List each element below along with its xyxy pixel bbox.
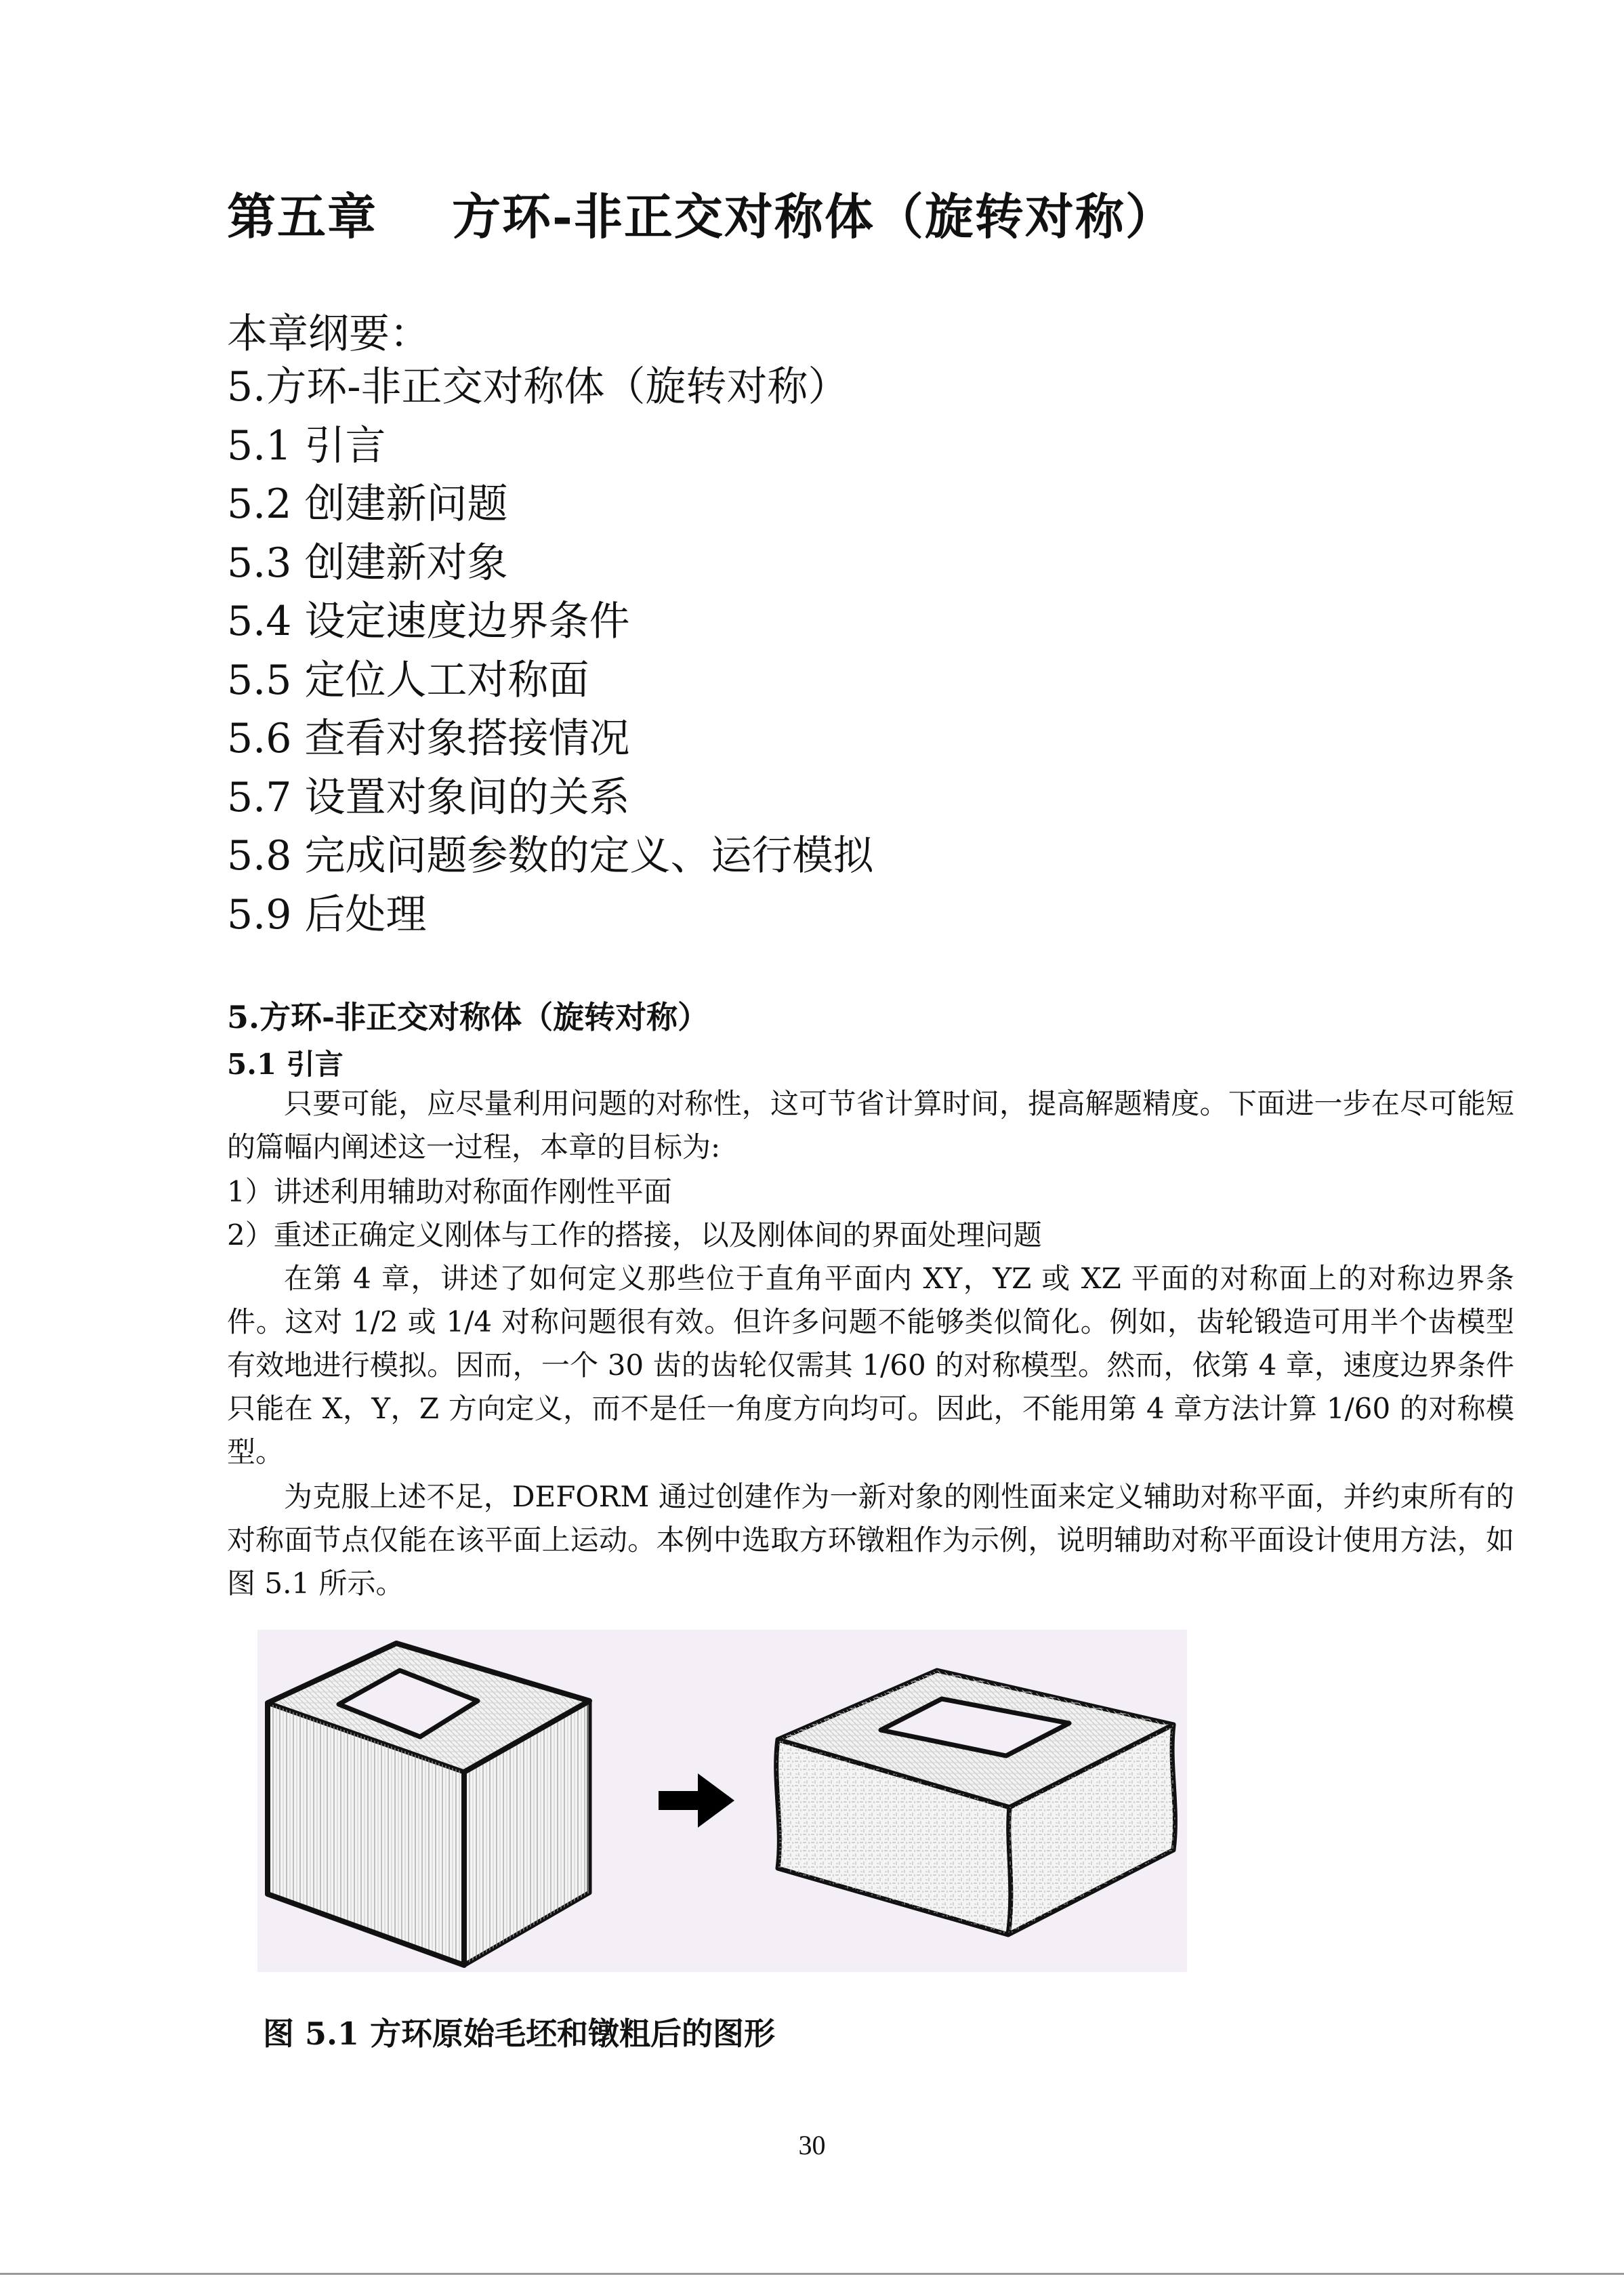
toc-item: 5.2 创建新问题 <box>227 480 508 528</box>
toc-item: 5.1 引言 <box>227 421 386 470</box>
toc-item: 5.5 定位人工对称面 <box>227 656 589 704</box>
toc-item: 5.9 后处理 <box>227 890 427 939</box>
toc-item: 5.8 完成问题参数的定义、运行模拟 <box>227 832 874 880</box>
symmetry-paragraph: 在第 4 章，讲述了如何定义那些位于直角平面内 XY，YZ 或 XZ 平面的对称面上的对称边界条件。这对 1/2 或 1/4 对称问题很有效。但许多问题不能够类似简化。例如，齿轮锻造可用半个齿模型有效地进行模拟。因而，一个 30 齿的齿轮仅需其 1/60 的对称模型。然而，依第 4 章，速度边界条件只能在 X，Y，Z 方向定义，而不是任一角度方向均可。因此，不能用第 4 章方法计算 1/60 的对称模型。 <box>227 1262 1514 1468</box>
toc-item: 5.方环-非正交对称体（旋转对称） <box>227 363 849 411</box>
table-of-contents <box>227 358 874 944</box>
chapter-title <box>227 178 1175 248</box>
upset-square-ring-icon <box>776 1670 1175 1935</box>
square-ring-billet-icon <box>268 1643 589 1965</box>
toc-item: 5.3 创建新对象 <box>227 539 508 587</box>
toc-item: 5.7 设置对象间的关系 <box>227 773 630 821</box>
page-number: 30 <box>798 2130 826 2160</box>
objective-item-1: 1）讲述利用辅助对称面作刚性平面 <box>227 1175 672 1208</box>
toc-heading: 本章纲要： <box>227 310 430 358</box>
chapter-title-text: 方环-非正交对称体（旋转对称） <box>452 188 1175 245</box>
toc-item: 5.4 设定速度边界条件 <box>227 598 630 645</box>
chapter-number: 第五章 <box>227 188 378 245</box>
objective-item-2: 2）重述正确定义刚体与工作的搭接，以及刚体间的界面处理问题 <box>227 1218 1042 1252</box>
figure-caption: 图 5.1 方环原始毛坯和镦粗后的图形 <box>263 2015 776 2052</box>
intro-paragraph: 只要可能，应尽量利用问题的对称性，这可节省计算时间，提高解题精度。下面进一步在尽可能短的篇幅内阐述这一过程，本章的目标为: <box>227 1087 1514 1164</box>
figure-5-1 <box>257 1630 1187 1972</box>
bottom-divider <box>0 2273 1624 2275</box>
deform-paragraph: 为克服上述不足，DEFORM 通过创建作为一新对象的刚性面来定义辅助对称平面，并约束所有的对称面节点仅能在该平面上运动。本例中选取方环镦粗作为示例，说明辅助对称平面设计使用方法，如图 5.1 所示。 <box>227 1480 1514 1600</box>
toc-item: 5.6 查看对象搭接情况 <box>227 715 630 762</box>
section-title: 5.方环-非正交对称体（旋转对称） <box>227 999 709 1035</box>
subsection-title: 5.1 引言 <box>227 1048 343 1081</box>
right-arrow-icon <box>659 1773 734 1828</box>
